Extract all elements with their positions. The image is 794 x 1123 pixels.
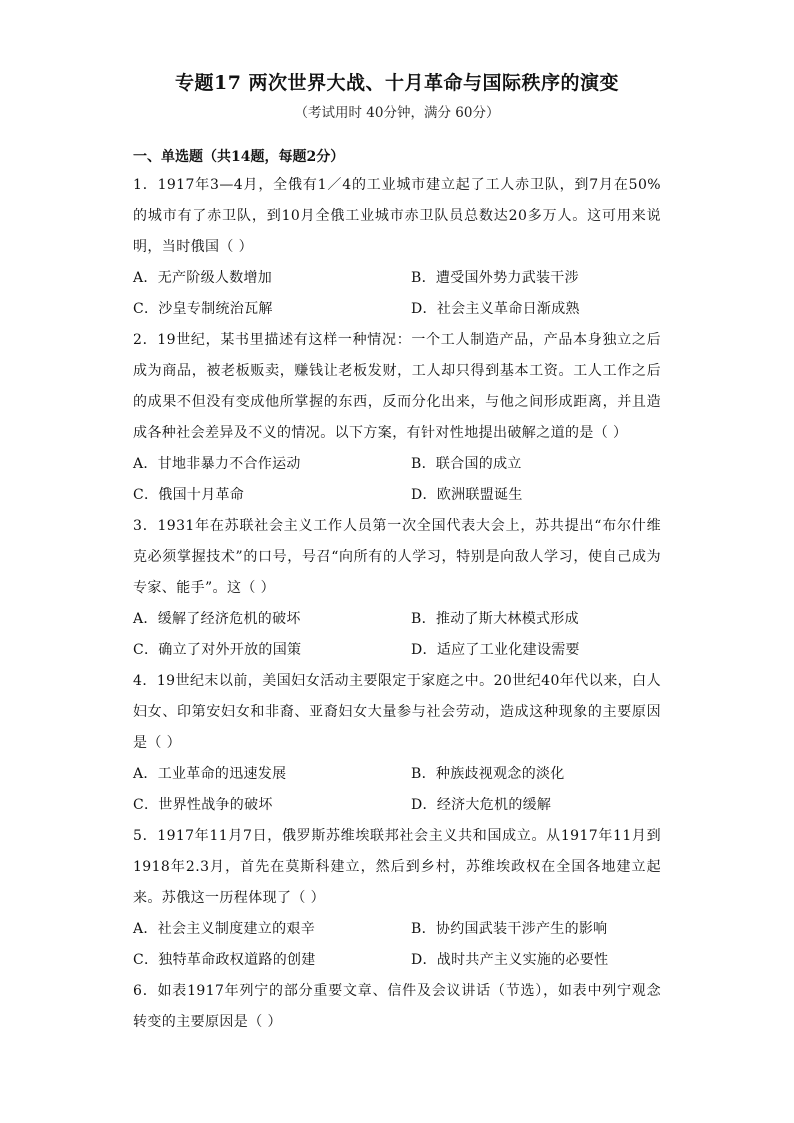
question-options	[133, 263, 661, 325]
question-stem: 6．如表1917年列宁的部分重要文章、信件及会议讲话（节选），如表中列宁观念转变的主要原因是（ ）	[133, 983, 661, 1030]
option-d[interactable]: D．欧洲联盟诞生	[411, 487, 523, 503]
option-c[interactable]: C．独特革命政权道路的创建	[133, 952, 316, 968]
question-4	[133, 666, 661, 821]
option-a[interactable]: A．缓解了经济危机的破坏	[133, 611, 301, 627]
option-a[interactable]: A．无产阶级人数增加	[133, 270, 273, 286]
question-3	[133, 511, 661, 666]
question-stem: 1．1917年3—4月，全俄有1／4的工业城市建立起了工人赤卫队，到7月在50%的城市有了赤卫队，到10月全俄工业城市赤卫队员总数达20多万人。这可用来说明，当时俄国（ ）	[133, 177, 661, 255]
question-stem: 4．19世纪末以前，美国妇女活动主要限定于家庭之中。20世纪40年代以来，白人妇女、印第安妇女和非裔、亚裔妇女大量参与社会劳动，造成这种现象的主要原因是（ ）	[133, 673, 661, 751]
question-6	[133, 976, 661, 1038]
option-a[interactable]: A．社会主义制度建立的艰辛	[133, 921, 316, 937]
question-5	[133, 821, 661, 976]
question-list	[133, 170, 661, 1038]
option-d[interactable]: D．经济大危机的缓解	[411, 797, 552, 813]
option-b[interactable]: B．协约国武装干涉产生的影响	[411, 921, 608, 937]
option-c[interactable]: C．世界性战争的破坏	[133, 797, 273, 813]
page-title: 专题17 两次世界大战、十月革命与国际秩序的演变	[174, 72, 620, 94]
option-d[interactable]: D．社会主义革命日渐成熟	[411, 301, 580, 317]
option-c[interactable]: C．沙皇专制统治瓦解	[133, 301, 273, 317]
question-options	[133, 604, 661, 666]
option-c[interactable]: C．俄国十月革命	[133, 487, 245, 503]
option-a[interactable]: A．工业革命的迅速发展	[133, 766, 287, 782]
option-a[interactable]: A．甘地非暴力不合作运动	[133, 456, 301, 472]
question-options	[133, 759, 661, 821]
section-heading: 一、单选题（共14题，每题2分）	[133, 149, 345, 165]
option-b[interactable]: B．遭受国外势力武装干涉	[411, 270, 579, 286]
option-d[interactable]: D．适应了工业化建设需要	[411, 642, 580, 658]
option-c[interactable]: C．确立了对外开放的国策	[133, 642, 302, 658]
question-stem: 2．19世纪，某书里描述有这样一种情况：一个工人制造产品，产品本身独立之后成为商品，被老板贩卖，赚钱让老板发财，工人却只得到基本工资。工人工作之后的成果不但没有变成他所掌握的东西，反而分化出来，与他之间形成距离，并且造成各种社会差异及不义的情况。以下方案，有针对性地提出破解之道的是（ ）	[133, 332, 661, 441]
option-b[interactable]: B．联合国的成立	[411, 456, 522, 472]
exam-info: （考试用时 40分钟，满分 60分）	[294, 105, 500, 121]
question-options	[133, 449, 661, 511]
question-1	[133, 170, 661, 325]
question-stem: 3．1931年在苏联社会主义工作人员第一次全国代表大会上，苏共提出“布尔什维克必须掌握技术”的口号，号召“向所有的人学习，特别是向敌人学习，使自己成为专家、能手”。这（ ）	[133, 518, 661, 596]
option-b[interactable]: B．种族歧视观念的淡化	[411, 766, 565, 782]
option-b[interactable]: B．推动了斯大林模式形成	[411, 611, 579, 627]
question-options	[133, 914, 661, 976]
question-2	[133, 325, 661, 511]
option-d[interactable]: D．战时共产主义实施的必要性	[411, 952, 609, 968]
question-stem: 5．1917年11月7日，俄罗斯苏维埃联邦社会主义共和国成立。从1917年11月到1918年2.3月，首先在莫斯科建立，然后到乡村，苏维埃政权在全国各地建立起来。苏俄这一历程体现了（ ）	[133, 828, 661, 906]
